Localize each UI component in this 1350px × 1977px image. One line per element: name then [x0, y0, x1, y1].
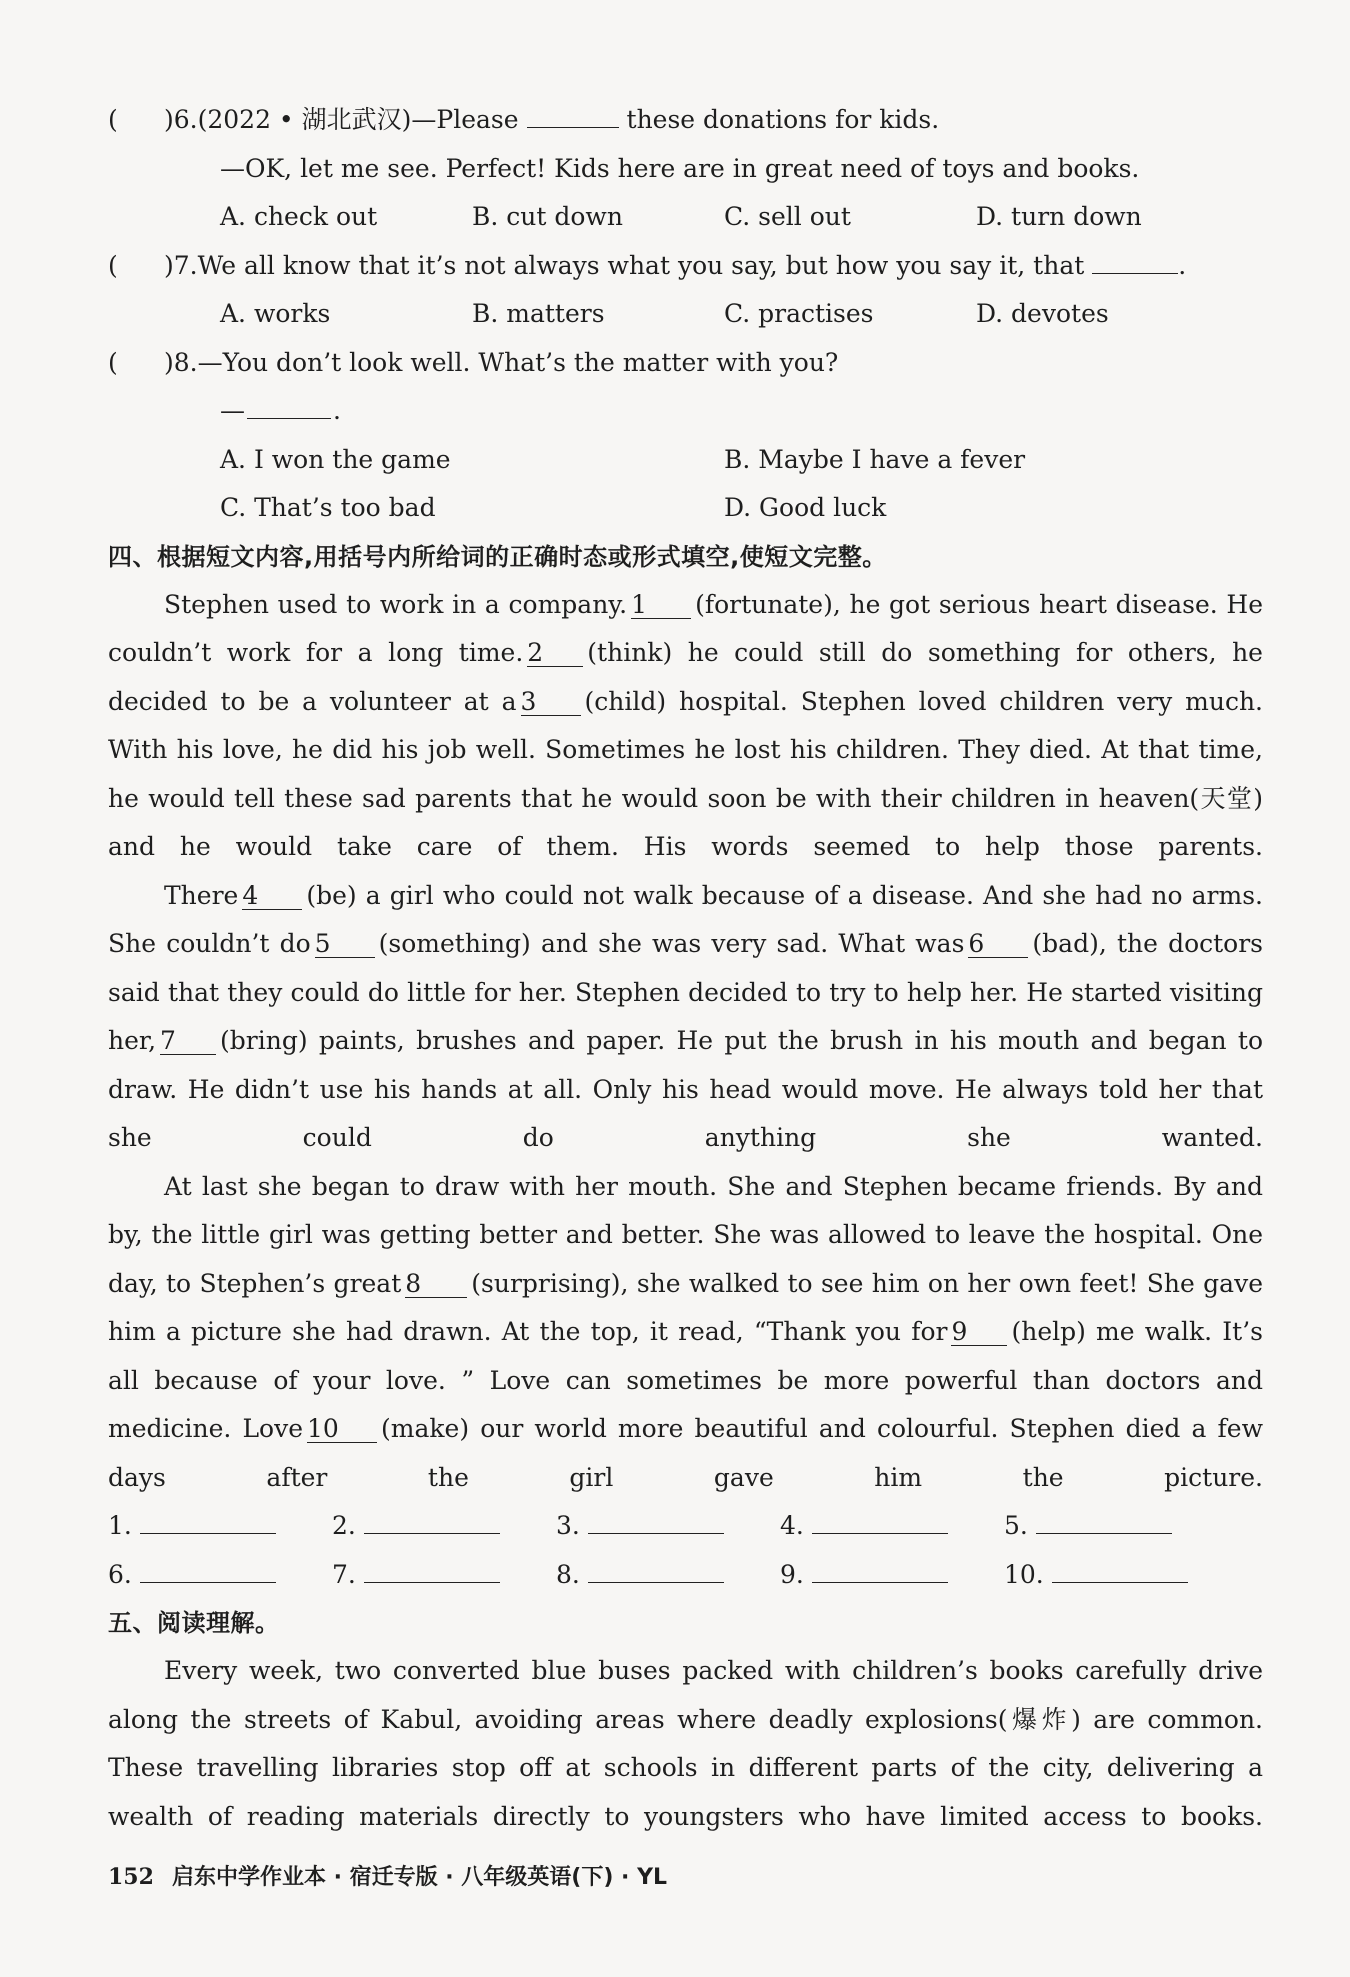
- option-b[interactable]: B. matters: [472, 299, 605, 328]
- answer-slot: [780, 1551, 1004, 1600]
- answer-label: 8.: [556, 1559, 580, 1589]
- answer-line[interactable]: [140, 1507, 276, 1534]
- text: (child) hospital. Stephen loved children very much. With his love, he did his job well. Sometimes he lost his children. They died. At that time, he would tell these sad parents that he would soon be with their children in heaven(天堂) and he would take care of them. His words seemed to help those parents.: [108, 686, 1263, 861]
- option-b[interactable]: B. Maybe I have a fever: [724, 444, 1026, 474]
- option-c[interactable]: C. practises: [724, 299, 874, 328]
- option-d[interactable]: D. turn down: [976, 202, 1142, 231]
- passage-paragraph-1: [108, 581, 1263, 872]
- answer-line[interactable]: [364, 1556, 500, 1583]
- text: (something) and she was very sad. What was: [378, 929, 965, 958]
- question-text: —You don’t look well. What’s the matter with you?: [197, 347, 839, 377]
- question-6: [108, 96, 1263, 145]
- question-text-tail: these donations for kids.: [626, 105, 940, 134]
- question-8-answer-line: [108, 387, 1263, 436]
- answer-line[interactable]: [1036, 1507, 1172, 1534]
- answer-blank[interactable]: [527, 103, 619, 128]
- page-footer: [108, 1860, 667, 1891]
- answer-label: 6.: [108, 1559, 132, 1589]
- option-d[interactable]: D. Good luck: [724, 493, 887, 522]
- answer-label: 5.: [1004, 1511, 1028, 1540]
- question-text: (2022 • 湖北武汉)—Please: [197, 105, 519, 134]
- option-b[interactable]: B. cut down: [472, 202, 623, 231]
- answer-slot: [556, 1551, 780, 1600]
- dialog-line: —OK, let me see. Perfect! Kids here are in great need of toys and books.: [220, 153, 1140, 183]
- question-8: [108, 339, 1263, 388]
- section-5-title: 五、阅读理解。: [108, 1609, 280, 1637]
- text: (surprising), she walked to see him on her own feet! She gave him a picture she had drawn. At the top, it read, “Thank you for: [108, 1268, 1263, 1346]
- blank-5[interactable]: 5: [315, 931, 375, 958]
- punct: .: [333, 396, 341, 425]
- blank-2[interactable]: 2: [527, 640, 583, 667]
- book-title: 启东中学作业本 · 宿迁专版 · 八年级英语(下) · YL: [171, 1865, 668, 1890]
- answer-label: 9.: [780, 1559, 804, 1589]
- passage-paragraph-3: [108, 1163, 1263, 1503]
- answer-slot: [1004, 1551, 1228, 1600]
- answer-line[interactable]: [812, 1556, 948, 1583]
- answer-line[interactable]: [588, 1556, 724, 1583]
- blank-10[interactable]: 10: [307, 1416, 377, 1443]
- blank-3[interactable]: 3: [521, 689, 581, 716]
- answer-label: 2.: [332, 1511, 356, 1540]
- answer-row-1: [108, 1502, 1263, 1551]
- answer-line[interactable]: [812, 1507, 948, 1534]
- answer-label: 10.: [1004, 1559, 1044, 1589]
- answer-slot: [556, 1502, 780, 1551]
- text: (think) he could still do something for others, he decided to be a volunteer at a: [108, 638, 1263, 716]
- page-number: 152: [108, 1864, 154, 1890]
- answer-line[interactable]: [588, 1507, 724, 1534]
- blank-8[interactable]: 8: [405, 1271, 467, 1298]
- option-d[interactable]: D. devotes: [976, 299, 1109, 328]
- answer-paren: (: [108, 105, 118, 134]
- option-a[interactable]: A. check out: [220, 202, 378, 231]
- answer-slot: [332, 1502, 556, 1551]
- answer-paren: (: [108, 250, 118, 280]
- answer-label: 3.: [556, 1511, 580, 1540]
- answer-blank[interactable]: [247, 394, 331, 419]
- question-6-options: [108, 193, 1263, 242]
- blank-6[interactable]: 6: [968, 931, 1028, 958]
- answer-slot: [108, 1502, 332, 1551]
- question-8-options-cd: [108, 484, 1263, 533]
- answer-slot: [1004, 1502, 1228, 1551]
- option-a[interactable]: A. works: [220, 299, 331, 328]
- question-6-dialog: [108, 145, 1263, 194]
- text: (help) me walk. It’s all because of your love. ” Love can sometimes be more powerful than doctors and medicine. Love: [108, 1317, 1263, 1443]
- answer-line[interactable]: [1052, 1556, 1188, 1583]
- content: [108, 96, 1263, 1841]
- question-text: We all know that it’s not always what you say, but how you say it, that: [197, 250, 1085, 280]
- text: There: [164, 880, 239, 910]
- answer-row-2: [108, 1551, 1263, 1600]
- question-number: )7.: [164, 250, 198, 280]
- blank-4[interactable]: 4: [242, 883, 302, 910]
- option-c[interactable]: C. That’s too bad: [220, 493, 436, 522]
- answer-label: 7.: [332, 1559, 356, 1589]
- question-number: )8.: [164, 347, 198, 377]
- option-c[interactable]: C. sell out: [724, 202, 851, 231]
- text: (fortunate), he got serious heart disease. He couldn’t work for a long time.: [108, 589, 1263, 667]
- answer-slot: [108, 1551, 332, 1600]
- question-7-options: [108, 290, 1263, 339]
- answer-blank[interactable]: [1092, 249, 1178, 274]
- blank-1[interactable]: 1: [631, 592, 691, 619]
- text: (bring) paints, brushes and paper. He put the brush in his mouth and began to draw. He didn’t use his hands at all. Only his head would move. He always told her that she could do anything she wanted.: [108, 1026, 1263, 1152]
- text: (bad), the doctors said that they could do little for her. Stephen decided to try to help her. He started visiting her,: [108, 929, 1264, 1055]
- text: (make) our world more beautiful and colourful. Stephen died a few days after the girl gave him the picture.: [108, 1414, 1263, 1492]
- text: (be) a girl who could not walk because of a disease. And she had no arms. She couldn’t do: [108, 880, 1263, 958]
- blank-7[interactable]: 7: [160, 1028, 216, 1055]
- punct: .: [1178, 250, 1187, 280]
- dash: —: [220, 396, 245, 425]
- answer-line[interactable]: [140, 1556, 276, 1583]
- answer-paren: (: [108, 347, 118, 377]
- answer-slot: [780, 1502, 1004, 1551]
- answer-label: 1.: [108, 1511, 132, 1540]
- passage-paragraph-2: [108, 872, 1263, 1163]
- text: Stephen used to work in a company.: [164, 589, 628, 619]
- answer-slot: [332, 1551, 556, 1600]
- blank-9[interactable]: 9: [951, 1319, 1007, 1346]
- section-4-title: 四、根据短文内容,用括号内所给词的正确时态或形式填空,使短文完整。: [108, 542, 887, 571]
- text: At last she began to draw with her mouth. She and Stephen became friends. By and by, the little girl was getting better and better. She was allowed to leave the hospital. One day, to Stephen’s great: [108, 1171, 1263, 1298]
- reading-paragraph: Every week, two converted blue buses packed with children’s books carefully drive along the streets of Kabul, avoiding areas where deadly explosions(爆炸) are common. These travelling libraries stop off at schools in different parts of the city, delivering a wealth of reading materials directly to youngsters who have limited access to books.: [108, 1656, 1263, 1831]
- question-8-options-ab: [108, 436, 1263, 485]
- question-number: )6.: [164, 105, 198, 134]
- answer-label: 4.: [780, 1511, 804, 1540]
- option-a[interactable]: A. I won the game: [220, 444, 451, 474]
- question-7: [108, 242, 1263, 291]
- answer-line[interactable]: [364, 1507, 500, 1534]
